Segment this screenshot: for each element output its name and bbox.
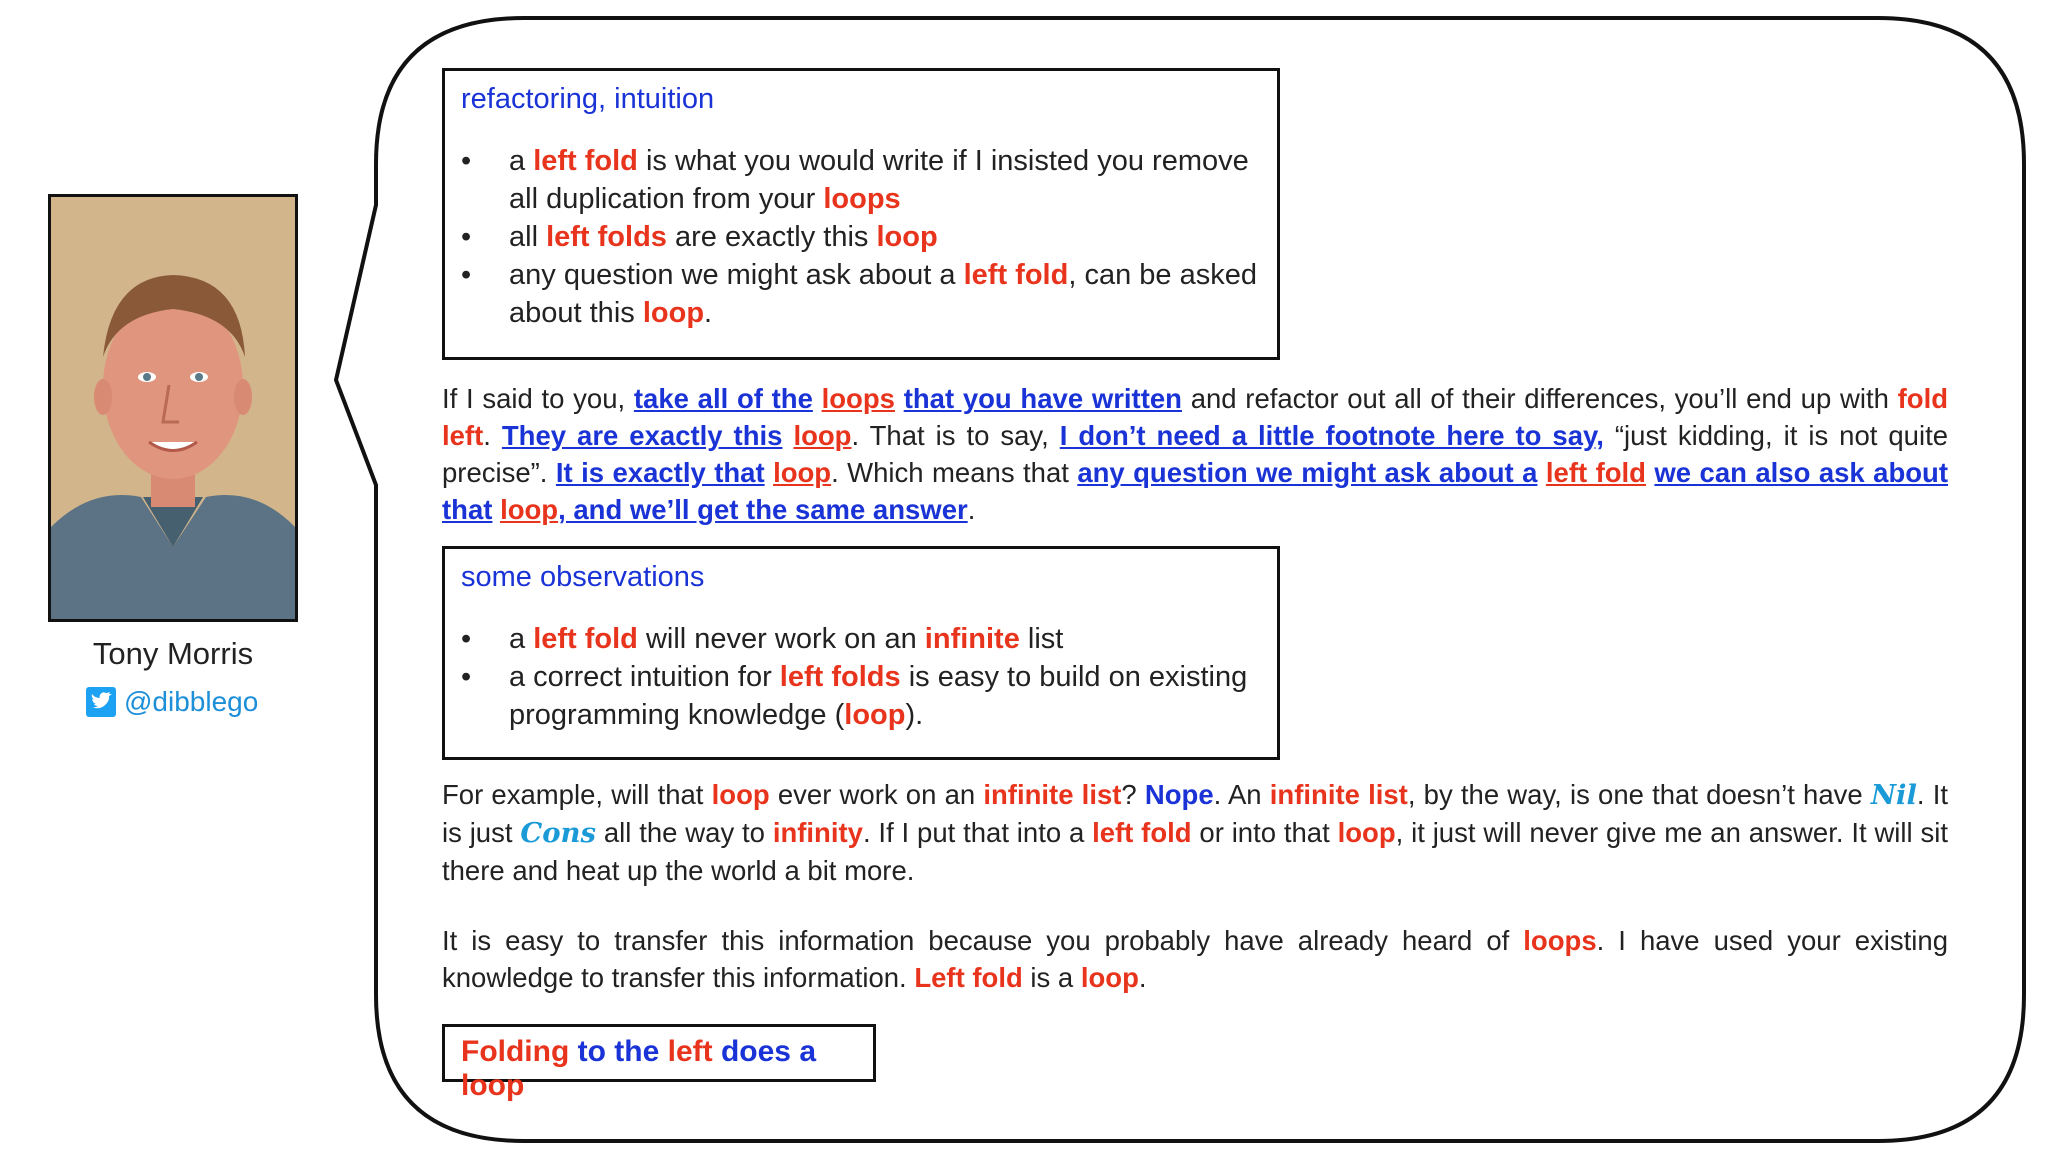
box-title: refactoring, intuition [461,83,715,115]
observations-box [442,546,1280,760]
summary-box: Folding to the left does a loop [442,1024,876,1082]
list-item: • a left fold will never work on an infinite list [461,620,1263,658]
twitter-handle[interactable] [86,686,258,718]
quote-paragraph-2: For example, will that loop ever work on an infinite list? Nope. An infinite list, by the way, is one that doesn’t have Nil. It is just Cons all the way to infinity. If I put that into a left fold or into that loop, it just will never give me an answer. It will sit there and heat up the world a bit more. [442,779,1948,886]
list-item: • any question we might ask about a left fold, can be asked about this loop. [461,256,1263,332]
portrait-illustration [51,197,295,619]
refactoring-intuition-box [442,68,1280,360]
bullet-list [461,142,1263,332]
quote-paragraph-3: It is easy to transfer this information because you probably have already heard of loops. I have used your existing knowledge to transfer this information. Left fold is a loop. [442,925,1948,993]
list-item: • a correct intuition for left folds is easy to build on existing programming knowledge (loop). [461,658,1263,734]
box-title: some observations [461,561,705,593]
speaker-name: Tony Morris [92,636,254,671]
quote-paragraph-1: If I said to you, take all of the loops that you have written and refactor out all of their differences, you’ll end up with fold left. They are exactly this loop. That is to say, I don’t need a little footnote here to say, “just kidding, it is not quite precise”. It is exactly that loop. Which means that any question we might ask about a left fold we can also ask about that loop, and we’ll get the same answer. [442,383,1949,525]
bullet-list [461,620,1263,734]
twitter-handle-text: @dibblego [124,686,259,717]
twitter-bird-icon [86,687,116,717]
list-item: • all left folds are exactly this loop [461,218,1263,256]
list-item: • a left fold is what you would write if I insisted you remove all duplication from your loops [461,142,1263,218]
speaker-photo [48,194,298,622]
